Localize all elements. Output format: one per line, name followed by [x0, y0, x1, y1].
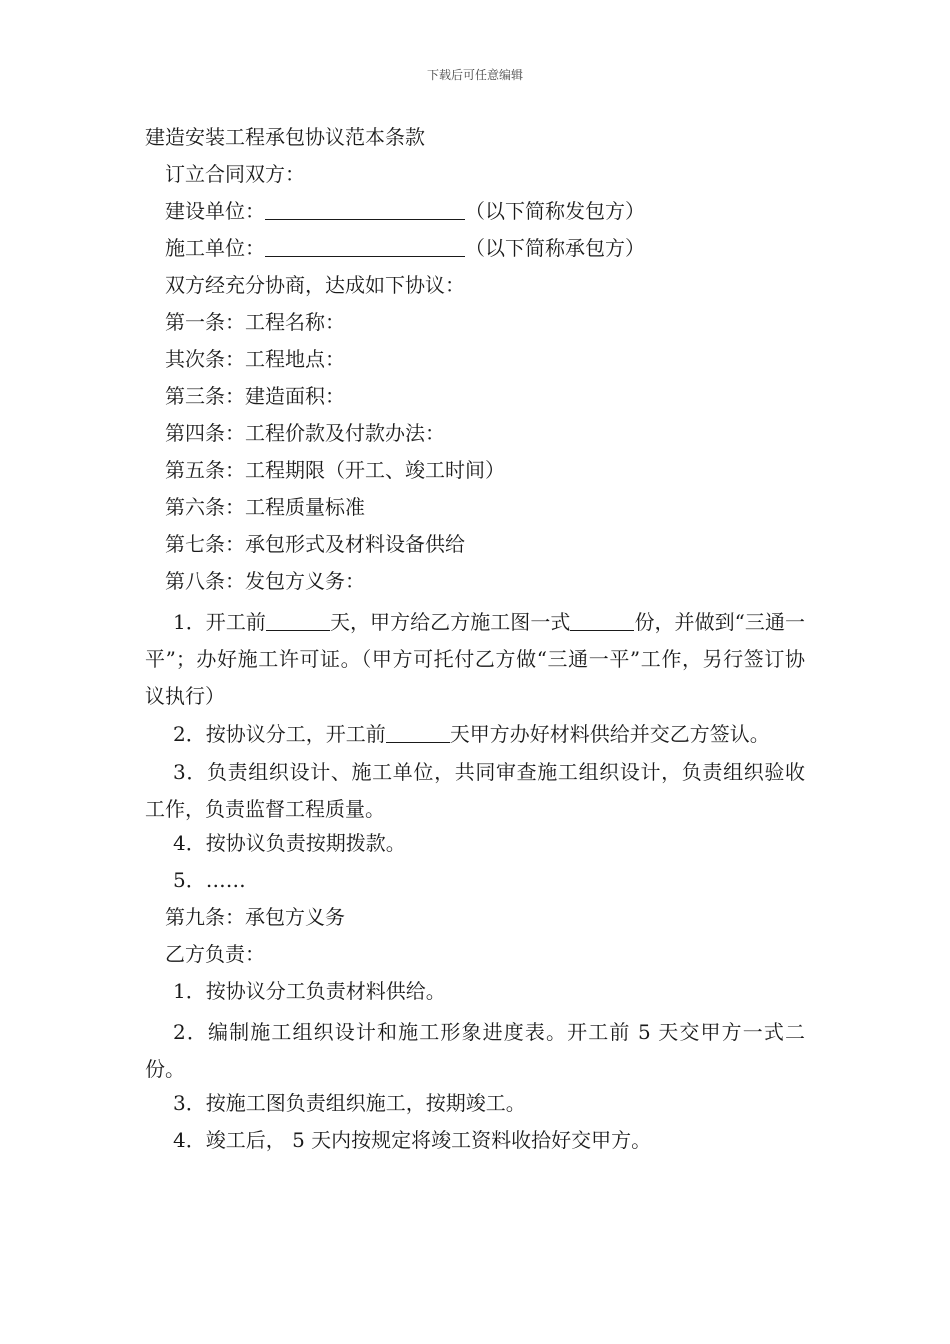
document-body [145, 160, 805, 1163]
duty-a-item-2-part1: 2．按协议分工，开工前 [173, 722, 386, 746]
duty-a-item-1 [145, 604, 805, 715]
duty-a-item-1-part1: 1．开工前 [173, 610, 266, 634]
article-line: 其次条：工程地点： [165, 347, 345, 371]
duty-b-item-3: 3．按施工图负责组织施工，按期竣工。 [173, 1091, 526, 1115]
party-a-line [145, 197, 805, 234]
article-9-line: 第九条：承包方义务 [165, 905, 345, 929]
article-line: 第一条：工程名称： [165, 310, 345, 334]
agreement-line: 双方经充分协商，达成如下协议： [165, 273, 465, 297]
duty-b-item-1: 1．按协议分工负责材料供给。 [173, 979, 446, 1003]
document-title: 建造安装工程承包协议范本条款 [145, 125, 425, 149]
article-line: 第七条：承包形式及材料设备供给 [165, 532, 465, 556]
article-line: 第三条：建造面积： [165, 384, 345, 408]
party-b-label: 施工单位： [165, 236, 265, 260]
copies-blank [570, 608, 634, 631]
days-blank [266, 608, 330, 631]
article-line: 第五条：工程期限（开工、竣工时间） [165, 458, 505, 482]
party-a-suffix: （以下简称发包方） [465, 199, 645, 223]
article-line: 第八条：发包方义务： [165, 569, 365, 593]
duty-a-item-2-part2: 天甲方办好材料供给并交乙方签认。 [449, 722, 770, 746]
article-line: 第六条：工程质量标准 [165, 495, 365, 519]
duty-a-item-5: 5．…… [173, 868, 246, 892]
duty-a-item-4: 4．按协议负责按期拨款。 [173, 831, 406, 855]
days-blank [386, 720, 450, 743]
party-a-blank [265, 197, 465, 220]
duty-a-item-3: 3．负责组织设计、施工单位，共同审查施工组织设计，负责组织验收工作，负责监督工程质量。 [145, 760, 805, 821]
article-line: 第四条：工程价款及付款办法： [165, 421, 445, 445]
page-header-note: 下载后可任意编辑 [426, 68, 523, 82]
duty-a-item-1-part2: 天，甲方给乙方施工图一式 [329, 610, 571, 634]
party-b-blank [265, 234, 465, 257]
party-a-label: 建设单位： [165, 199, 265, 223]
duty-a-item-2 [145, 716, 805, 753]
party-b-suffix: （以下简称承包方） [465, 236, 645, 260]
duty-b-item-4: 4．竣工后， 5 天内按规定将竣工资料收拾好交甲方。 [173, 1128, 652, 1152]
duty-b-item-2: 2．编制施工组织设计和施工形象进度表。开工前 5 天交甲方一式二份。 [145, 1020, 805, 1081]
intro-line: 订立合同双方： [165, 162, 305, 186]
party-b-line [145, 234, 805, 271]
party-b-responsible-line: 乙方负责： [165, 942, 265, 966]
duty-a-item-1-part3: 份，并做到“三通一平”；办好施工许可证。（甲方可托付乙方做“三通一平”工作，另行签订协议执行） [145, 610, 805, 708]
